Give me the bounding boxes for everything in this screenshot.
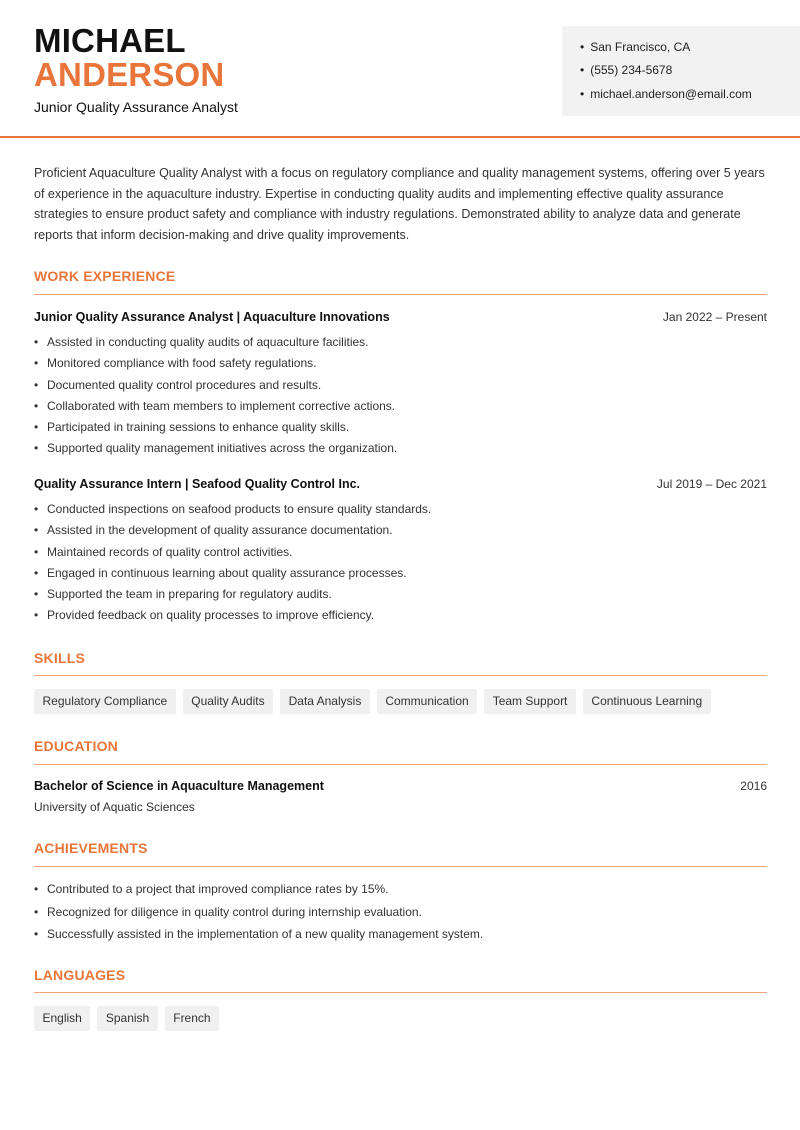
list-item: • Documented quality control procedures and results. — [34, 375, 397, 396]
skill-tag: Communication — [377, 689, 477, 714]
list-item: • Assisted in conducting quality audits of aquaculture facilities. — [34, 332, 397, 353]
section-divider — [34, 866, 767, 867]
section-title-work: WORK EXPERIENCE — [34, 268, 176, 284]
contact-location: • San Francisco, CA — [580, 40, 690, 54]
graduation-year: 2016 — [740, 779, 767, 793]
achievements-list — [34, 878, 483, 946]
section-title-skills: SKILLS — [34, 650, 85, 666]
list-item: • Recognized for diligence in quality control during internship evaluation. — [34, 901, 483, 924]
list-item: • Engaged in continuous learning about quality assurance processes. — [34, 563, 431, 584]
list-item: • Supported quality management initiatives across the organization. — [34, 438, 397, 459]
skill-tag: Data Analysis — [280, 689, 370, 714]
list-item: • Assisted in the development of quality assurance documentation. — [34, 520, 431, 541]
list-item: • Participated in training sessions to enhance quality skills. — [34, 417, 397, 438]
contact-phone: • (555) 234-5678 — [580, 63, 672, 77]
job-dates: Jan 2022 – Present — [662, 310, 767, 324]
list-item: • Maintained records of quality control activities. — [34, 542, 431, 563]
list-item: • Contributed to a project that improved compliance rates by 15%. — [34, 878, 483, 901]
section-divider — [34, 675, 767, 676]
section-divider — [34, 294, 767, 295]
language-tag: Spanish — [97, 1006, 157, 1031]
list-item: • Provided feedback on quality processes to improve efficiency. — [34, 605, 431, 626]
skills-tags — [34, 689, 711, 714]
section-title-education: EDUCATION — [34, 738, 118, 754]
job-bullets — [34, 332, 397, 460]
job-role: Quality Assurance Intern | Seafood Quality Control Inc. — [34, 477, 361, 491]
languages-tags — [34, 1006, 219, 1031]
list-item: • Monitored compliance with food safety regulations. — [34, 353, 397, 374]
language-tag: English — [34, 1006, 90, 1031]
first-name: MICHAEL — [34, 22, 186, 59]
summary-paragraph: Proficient Aquaculture Quality Analyst with a focus on regulatory compliance and quality management systems, offering over 5 years of experience in the aquaculture industry. Expertise in conducting quality audits and implementing effective quality assurance strategies to ensure product safety and compliance with industry regulations. Demonstrated ability to analyze data and generate reports that inform decision-making and drive quality improvements. — [34, 166, 765, 242]
list-item: • Conducted inspections on seafood products to ensure quality standards. — [34, 499, 431, 520]
school-name: University of Aquatic Sciences — [34, 800, 195, 814]
job-dates: Jul 2019 – Dec 2021 — [656, 477, 767, 491]
degree: Bachelor of Science in Aquaculture Management — [34, 779, 324, 793]
list-item: • Collaborated with team members to implement corrective actions. — [34, 396, 397, 417]
language-tag: French — [165, 1006, 219, 1031]
resume-header — [0, 0, 800, 138]
skill-tag: Continuous Learning — [583, 689, 711, 714]
list-item: • Successfully assisted in the implementation of a new quality management system. — [34, 923, 483, 946]
last-name: ANDERSON — [34, 56, 225, 93]
section-title-languages: LANGUAGES — [34, 967, 126, 983]
skill-tag: Regulatory Compliance — [34, 689, 176, 714]
skill-tag: Team Support — [484, 689, 576, 714]
contact-email: • michael.anderson@email.com — [580, 87, 752, 101]
list-item: • Supported the team in preparing for regulatory audits. — [34, 584, 431, 605]
job-bullets — [34, 499, 431, 627]
contact-box — [562, 26, 800, 116]
section-divider — [34, 992, 767, 993]
section-divider — [34, 764, 767, 765]
skill-tag: Quality Audits — [183, 689, 273, 714]
job-title: Junior Quality Assurance Analyst — [34, 99, 238, 115]
section-title-achievements: ACHIEVEMENTS — [34, 840, 148, 856]
job-role: Junior Quality Assurance Analyst | Aquaculture Innovations — [34, 310, 390, 324]
